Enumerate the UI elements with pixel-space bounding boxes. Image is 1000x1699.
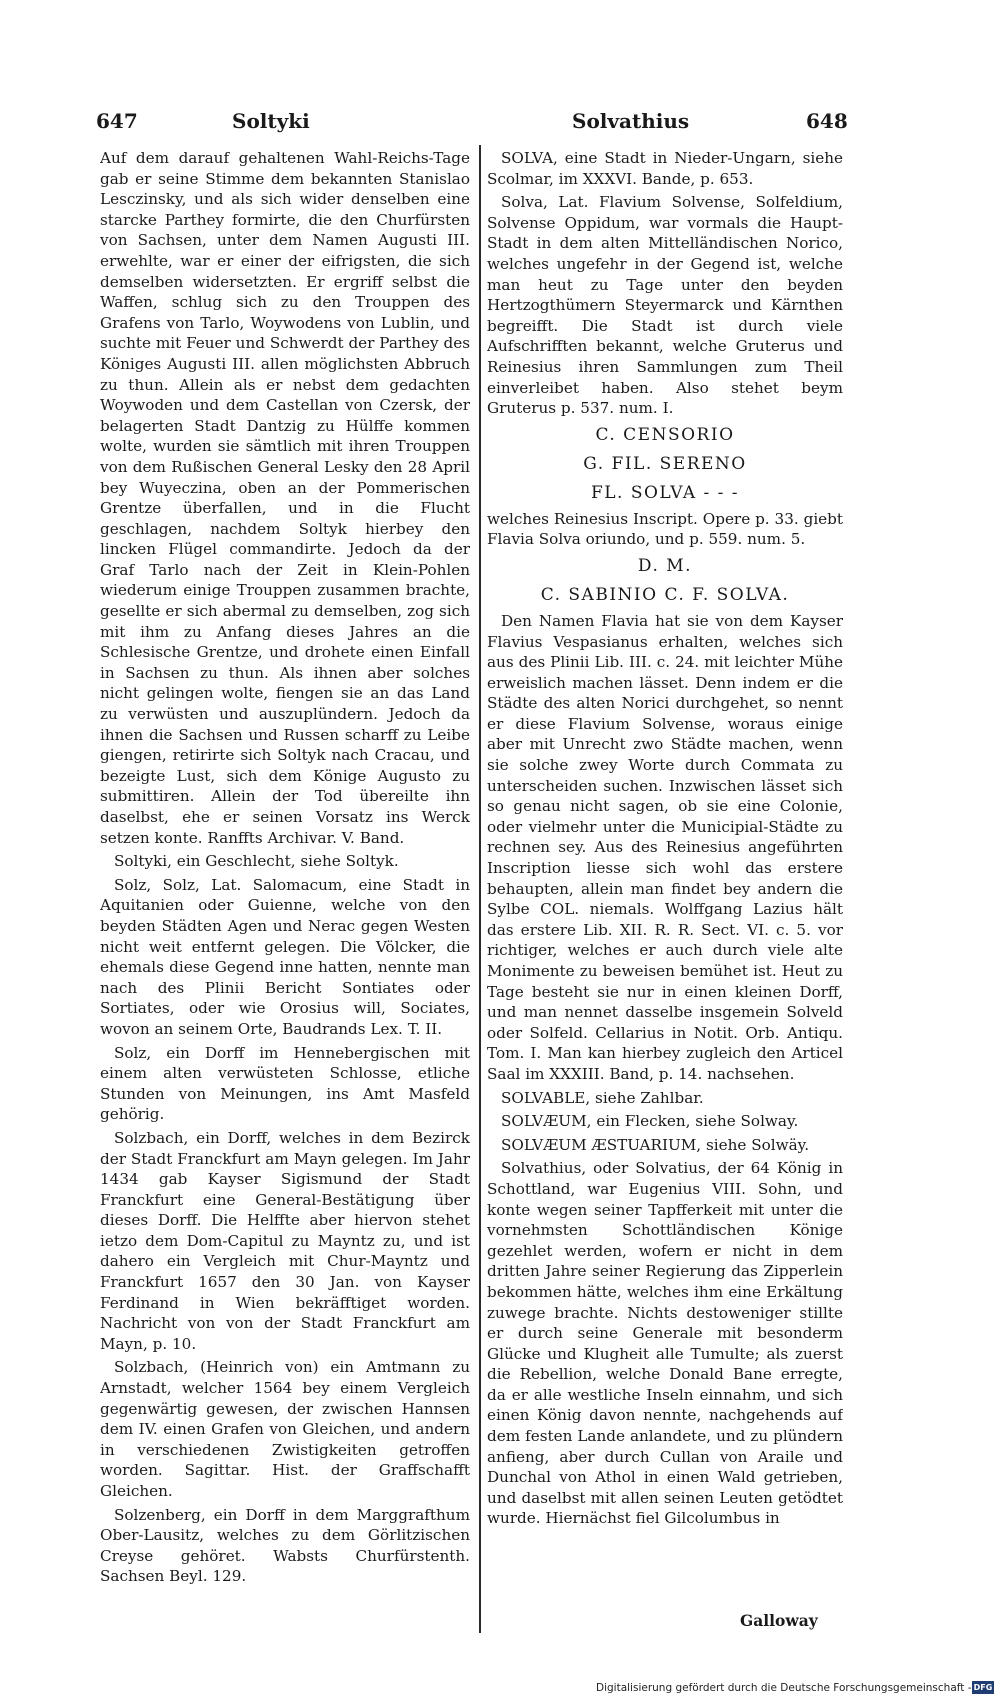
- entry-group: [487, 611, 843, 1529]
- funding-notice: Digitalisierung gefördert durch die Deutsche Forschungsgemeinschaft -: [596, 1682, 972, 1694]
- catchword: Galloway: [740, 1611, 818, 1630]
- dictionary-entry: SOLVA, eine Stadt in Nieder-Ungarn, siehe Scolmar, im XXXVI. Bande, p. 653.: [487, 149, 843, 188]
- left-column: [100, 148, 470, 1603]
- inscription-line: G. FIL. SERENO: [583, 453, 747, 474]
- dictionary-entry: welches Reinesius Inscript. Opere p. 33. giebt Flavia Solva oriundo, und p. 559. num. 5.: [487, 509, 843, 549]
- dictionary-entry: Solz, ein Dorff im Hennebergischen mit einem alten verwüsteten Schlosse, etliche Stunden von Meinungen, ins Amt Masfeld gehörig.: [100, 1043, 470, 1124]
- dictionary-entry: Solva, Lat. Flavium Solvense, Solfeldium, Solvense Oppidum, war vormals die Haupt-Stadt in dem alten Mittelländischen Norico, welches ungefehr in der Gegend ist, welche man heut zu Tage unter den beyden Hertzogthümern Steyermarck und Kärnthen begreifft. Die Stadt ist durch viele Aufschrifften bekannt, welche Gruterus und Reinesius ihren Sammlungen zum Theil einverleibet haben. Also stehet beym Gruterus p. 537. num. I.: [487, 193, 843, 418]
- running-head-left: Soltyki: [232, 109, 310, 133]
- dictionary-entry: Den Namen Flavia hat sie von dem Kayser Flavius Vespasianus erhalten, welches sich aus des Plinii Lib. III. c. 24. mit leichter Mühe erweislich machen lässet. Denn indem er die Städte des alten Norici durchgehet, so nennt er diese Flavium Solvense, woraus einige aber mit Unrecht zwo Städte machen, wenn sie solche zwey Worte durch Commata zu unterscheiden suchen. Inzwischen lässet sich so genau nicht sagen, ob sie eine Colonie, oder vielmehr unter die Municipial-Städte zu rechnen sey. Aus des Reinesius angeführten Inscription liesse sich wohl das erstere behaupten, allein man findet bey andern die Sylbe COL. niemals. Wolffgang Lazius hält das erstere Lib. XII. R. R. Sect. VI. c. 5. vor richtiger, welches er auch durch viele alte Monimente zu beweisen bemühet ist. Heut zu Tage besteht sie nur in einen kleinen Dorff, und man nennet dasselbe insgemein Solveld oder Solfeld. Cellarius in Notit. Orb. Antiqu. Tom. I. Man kan hierbey zugleich den Articel Saal im XXXIII. Band, p. 14. nachsehen.: [487, 611, 843, 1083]
- dictionary-entry: Soltyki, ein Geschlecht, siehe Soltyk.: [114, 852, 399, 871]
- dictionary-entry: SOLVABLE, siehe Zahlbar.: [501, 1088, 704, 1107]
- entry-group: [487, 148, 843, 419]
- inscription-line: FL. SOLVA - - -: [590, 482, 740, 503]
- inscription-line: C. CENSORIO: [595, 424, 735, 445]
- dictionary-entry: Auf dem darauf gehaltenen Wahl-Reichs-Tage gab er seine Stimme dem bekannten Stanislao Lesczinsky, und als sich wider denselben eine starcke Parthey formirte, die den Churfürsten von Sachsen, unter dem Namen Augusti III. erwehlte, war er einer der eifrigsten, die sich demselben widersetzten. Er ergriff selbst die Waffen, schlug sich zu den Trouppen des Grafens von Tarlo, Woywodens von Lublin, und suchte mit Feuer und Schwerdt der Parthey des Königes Augusti III. allen möglichsten Abbruch zu thun. Allein als er nebst dem gedachten Woywoden und dem Castellan von Czersk, der belagerten Stadt Dantzig zu Hülffe kommen wolte, wurden sie sämtlich mit ihren Trouppen von dem Rußischen General Lesky den 28 April bey Wuyeczina, oben an der Pommerischen Grentze überfallen, und in die Flucht geschlagen, nachdem Soltyk hierbey den lincken Flügel commandirte. Jedoch da der Graf Tarlo nach der Zeit in Klein-Pohlen wiederum einige Trouppen zusammen brachte, gesellte er sich abermal zu demselben, zog sich mit ihm zu Anfang dieses Jahres an die Schlesische Grentze, und drohete einen Einfall in Sachsen zu thun. Als ihnen aber solches nicht gelingen wolte, fiengen sie an das Land zu verwüsten und auszuplündern. Jedoch da ihnen die Sachsen und Russen scharff zu Leibe giengen, retirirte sich Soltyk nach Cracau, und bezeigte Lust, sich dem Könige Augusto zu submittiren. Allein der Tod übereilte ihn daselbst, ehe er seinen Vorsatz ins Werck setzen konte. Ranffts Archivar. V. Band.: [100, 149, 470, 847]
- dfg-logo: DFG: [973, 1683, 993, 1692]
- dictionary-entry: Solzbach, (Heinrich von) ein Amtmann zu Arnstadt, welcher 1564 bey einem Vergleich gegenwärtig gewesen, der zwischen Hannsen dem IV. einen Grafen von Gleichen, und andern in verschiedenen Zwistigkeiten getroffen worden. Sagittar. Hist. der Graffschafft Gleichen.: [100, 1358, 470, 1500]
- column-divider: [479, 145, 481, 1633]
- inscription-block: [487, 553, 843, 608]
- page-number-right: 648: [806, 109, 848, 133]
- dictionary-entry: SOLVÆUM, ein Flecken, siehe Solway.: [501, 1112, 799, 1131]
- dictionary-entry: Solzbach, ein Dorff, welches in dem Bezirck der Stadt Franckfurt am Mayn gelegen. Im Jahr 1434 gab Kayser Sigismund der Stadt Franckfurt eine General-Bestätigung über dieses Dorff. Die Helffte aber hiervon stehet ietzo dem Dom-Capitul zu Mayntz zu, und ist dahero ein Vergleich mit Chur-Mayntz und Franckfurt 1657 den 30 Jan. von Kayser Ferdinand in Wien bekräfftiget worden. Nachricht von von der Stadt Franckfurt am Mayn, p. 10.: [100, 1128, 470, 1353]
- dictionary-entry: Solzenberg, ein Dorff in dem Marggrafthum Ober-Lausitz, welches zu dem Görlitzischen Creyse gehöret. Wabsts Churfürstenth. Sachsen Beyl. 129.: [100, 1505, 470, 1586]
- inscription-line: D. M.: [637, 555, 693, 576]
- dictionary-entry: Solz, Solz, Lat. Salomacum, eine Stadt in Aquitanien oder Guienne, welche von den beyden Städten Agen und Nerac gegen Westen nicht weit entfernt gelegen. Die Völcker, die ehemals diese Gegend inne hatten, nennte man nach des Plinii Bericht Sontiates oder Sortiates, oder wie Orosius will, Sociates, wovon an seinem Orte, Baudrands Lex. T. II.: [100, 875, 470, 1038]
- dictionary-entry: SOLVÆUM ÆSTUARIUM, siehe Solwäy.: [501, 1135, 810, 1154]
- dictionary-entry: Solvathius, oder Solvatius, der 64 König in Schottland, war Eugenius VIII. Sohn, und konte wegen seiner Tapfferkeit mit unter die vornehmsten Schottländischen Könige gezehlet werden, wofern er nicht in dem dritten Jahre seiner Regierung das Zipperlein bekommen hätte, welches ihm eine Erkältung zuwege brachte. Nichts destoweniger stillte er durch seine Generale mit besonderm Glücke und Klugheit alle Tumulte; als zuerst die Rebellion, welche Donald Bane erregte, da er alle westliche Inseln einnahm, und sich einen König davon nennte, nachgehends auf dem festen Lande anlandete, und zu plündern anfieng, aber durch Cullan von Araile und Dunchal von Athol in einen Wald getrieben, und daselbst mit allen seinen Leuten getödtet wurde. Hiernächst fiel Gilcolumbus in: [487, 1159, 843, 1528]
- inscription-line: C. SABINIO C. F. SOLVA.: [540, 584, 790, 605]
- right-column: [487, 148, 843, 1648]
- running-head-right: Solvathius: [572, 109, 690, 133]
- page-number-left: 647: [96, 109, 138, 133]
- inscription-block: [487, 422, 843, 506]
- entry-group: [487, 509, 843, 550]
